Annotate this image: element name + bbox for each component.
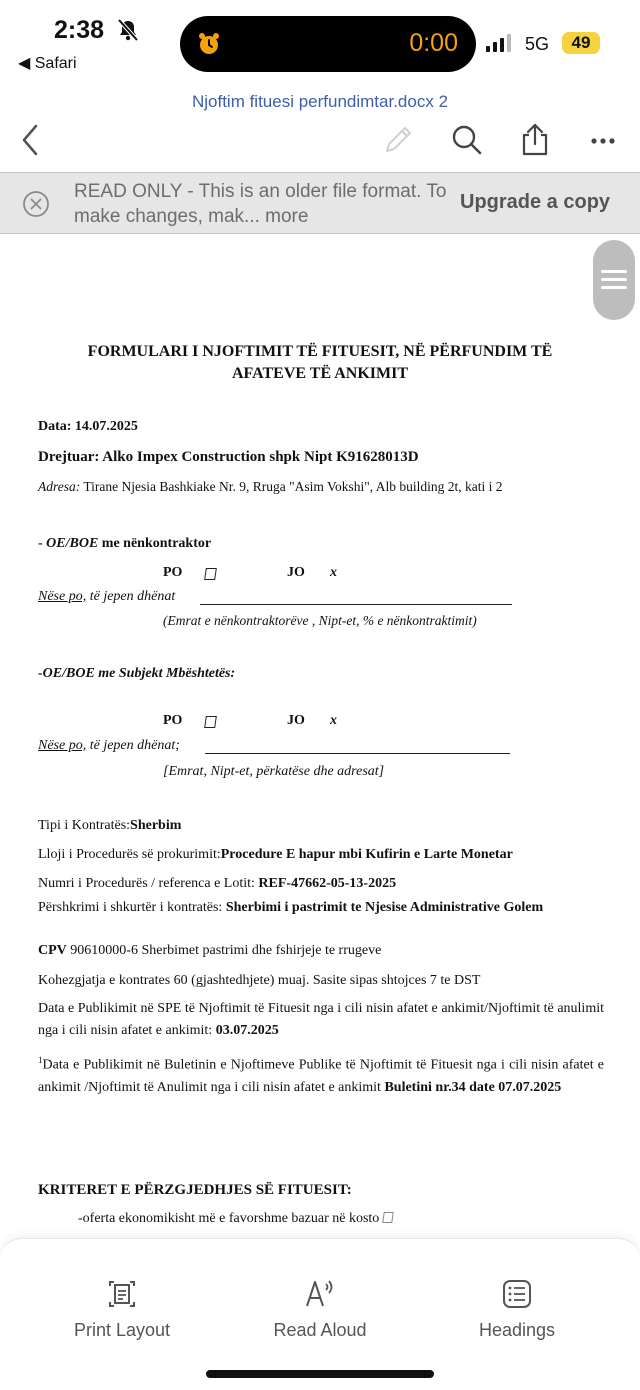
heading-line-2: AFATEVE TË ANKIMIT	[231, 365, 409, 382]
address-label: Adresa:	[38, 479, 81, 494]
banner-message-text: READ ONLY - This is an older file format. To make changes, mak...	[74, 181, 447, 227]
heading-line-1: FORMULARI I NJOFTIMIT TË FITUESIT, NË PËRFUNDIM TË	[87, 343, 553, 360]
back-to-safari-link[interactable]: ◀ Safari	[18, 55, 77, 72]
print-layout-icon	[104, 1276, 140, 1312]
selection-criteria-heading: KRITERET E PËRZGJEDHJES SË FITUESIT:	[38, 1182, 352, 1198]
contract-type-label: Tipi i Kontratës:	[38, 818, 131, 833]
headings-label: Headings	[478, 1320, 556, 1340]
cellular-signal-icon	[486, 33, 514, 53]
read-aloud-icon	[302, 1276, 338, 1312]
contract-description	[38, 897, 604, 919]
procedure-type	[38, 847, 513, 863]
publication-spe-text: Data e Publikimit në SPE të Njoftimit të Fituesit nga i cili nisin afatet e ankimit/Njoftimit të anulimit nga i cili nisin afatet e ankimit:	[38, 1001, 604, 1038]
edit-pencil-icon[interactable]	[380, 122, 416, 158]
support-entity-heading: -OE/BOE me Subjekt Mbështetës:	[38, 666, 236, 681]
read-only-banner	[0, 172, 640, 234]
po-checkbox-1	[204, 568, 217, 580]
cpv-value: 90610000-6 Sherbimet pastrimi dhe fshirjeje te rrugeve	[66, 943, 382, 958]
publication-bulletin	[38, 1049, 604, 1099]
cpv-line	[38, 943, 381, 959]
home-indicator[interactable]	[206, 1370, 434, 1378]
procedure-number-label: Numri i Procedurës / referenca e Lotit:	[38, 876, 259, 891]
nese-po-line-1	[38, 589, 175, 605]
po-label-1: PO	[163, 565, 183, 580]
jo-mark-1: x	[330, 565, 337, 580]
sub1-prefix: -	[38, 536, 47, 551]
procedure-number	[38, 876, 396, 892]
sub1-italic: OE/BOE	[46, 536, 99, 551]
address-value: Tirane Njesia Bashkiake Nr. 9, Rruga "Asim Vokshi", Alb building 2t, kati i 2	[83, 479, 503, 494]
read-aloud-label: Read Aloud	[273, 1320, 367, 1340]
procedure-number-value: REF-47662-05-13-2025	[258, 876, 397, 891]
jepen-1: të jepen dhënat	[86, 589, 176, 604]
document-title[interactable]: Njoftim fituesi perfundimtar.docx 2	[191, 92, 449, 111]
criteria-item	[78, 1211, 393, 1227]
read-aloud-button[interactable]	[240, 1276, 400, 1341]
publication-bulletin-value: Buletini nr.34 date 07.07.2025	[384, 1079, 562, 1095]
print-layout-button[interactable]	[42, 1276, 202, 1341]
back-chevron-icon[interactable]	[14, 122, 50, 158]
alarm-clock-icon	[196, 31, 222, 57]
nese-po-line-2	[38, 738, 180, 754]
sub1-rest: me nënkontraktor	[98, 536, 212, 551]
description-value: Sherbimi i pastrimit te Njesise Administrative Golem	[225, 900, 544, 915]
po-checkbox-2	[204, 716, 217, 728]
procedure-type-value: Procedure E hapur mbi Kufirin e Larte Monetar	[220, 847, 513, 862]
po-label-2: PO	[163, 713, 183, 728]
contract-type-value: Sherbim	[130, 818, 182, 833]
publication-bulletin-text: Data e Publikimit në Buletinin e Njoftimeve Publike të Njoftimit të Fituesit nga i cili nisin afatet e ankimit /Njoftimit të Anulimit nga i cili nisin afatet e ankimit	[38, 1057, 604, 1095]
jo-mark-2: x	[330, 713, 337, 728]
print-layout-label: Print Layout	[73, 1320, 171, 1340]
upgrade-copy-button[interactable]: Upgrade a copy	[460, 191, 611, 213]
criteria-item-text: -oferta ekonomikisht më e favorshme bazuar në kosto	[78, 1211, 383, 1226]
jepen-2: të jepen dhënat;	[86, 738, 180, 753]
headings-list-icon	[499, 1276, 535, 1312]
share-icon[interactable]	[517, 122, 553, 158]
footnote-mark: 1	[38, 1055, 43, 1065]
battery-indicator: 49	[562, 32, 600, 54]
subcontractor-heading	[38, 536, 211, 552]
contract-duration: Kohezgjatja e kontrates 60 (gjashtedhjete) muaj. Sasite sipas shtojces 7 te DST	[38, 973, 481, 988]
doc-date: Data: 14.07.2025	[38, 419, 138, 434]
more-ellipsis-icon[interactable]	[585, 122, 621, 158]
criteria-checkbox	[382, 1212, 394, 1223]
scroll-handle[interactable]	[593, 240, 635, 320]
contract-type	[38, 818, 181, 834]
procedure-type-label: Lloji i Procedurës së prokurimit:	[38, 847, 221, 862]
description-label: Përshkrimi i shkurtër i kontratës:	[38, 900, 226, 915]
status-time: 2:38	[54, 16, 105, 44]
jo-label-1: JO	[287, 565, 305, 580]
fill-line-2	[205, 753, 510, 754]
doc-address	[38, 479, 503, 495]
banner-more-link[interactable]: more	[265, 206, 309, 227]
headings-button[interactable]	[437, 1276, 597, 1341]
note-2: [Emrat, Nipt-et, përkatëse dhe adresat]	[163, 764, 385, 779]
nese-po-2: Nëse po,	[38, 738, 87, 753]
doc-addressee: Drejtuar: Alko Impex Construction shpk Nipt K91628013D	[38, 449, 419, 465]
network-type: 5G	[525, 34, 550, 54]
banner-message	[74, 179, 454, 229]
publication-spe	[38, 998, 604, 1042]
dismiss-circle-x-icon[interactable]	[22, 190, 50, 218]
fill-line-1	[200, 604, 512, 605]
silent-bell-icon	[117, 18, 139, 42]
timer-readout: 0:00	[409, 29, 458, 57]
search-icon[interactable]	[448, 122, 484, 158]
publication-spe-date: 03.07.2025	[215, 1023, 279, 1038]
cpv-label: CPV	[38, 943, 67, 958]
document-heading	[40, 341, 600, 385]
dynamic-island[interactable]	[180, 16, 476, 72]
nese-po-1: Nëse po,	[38, 589, 87, 604]
note-1: (Emrat e nënkontraktorëve , Nipt-et, % e nënkontraktimit)	[163, 613, 477, 628]
jo-label-2: JO	[287, 713, 305, 728]
